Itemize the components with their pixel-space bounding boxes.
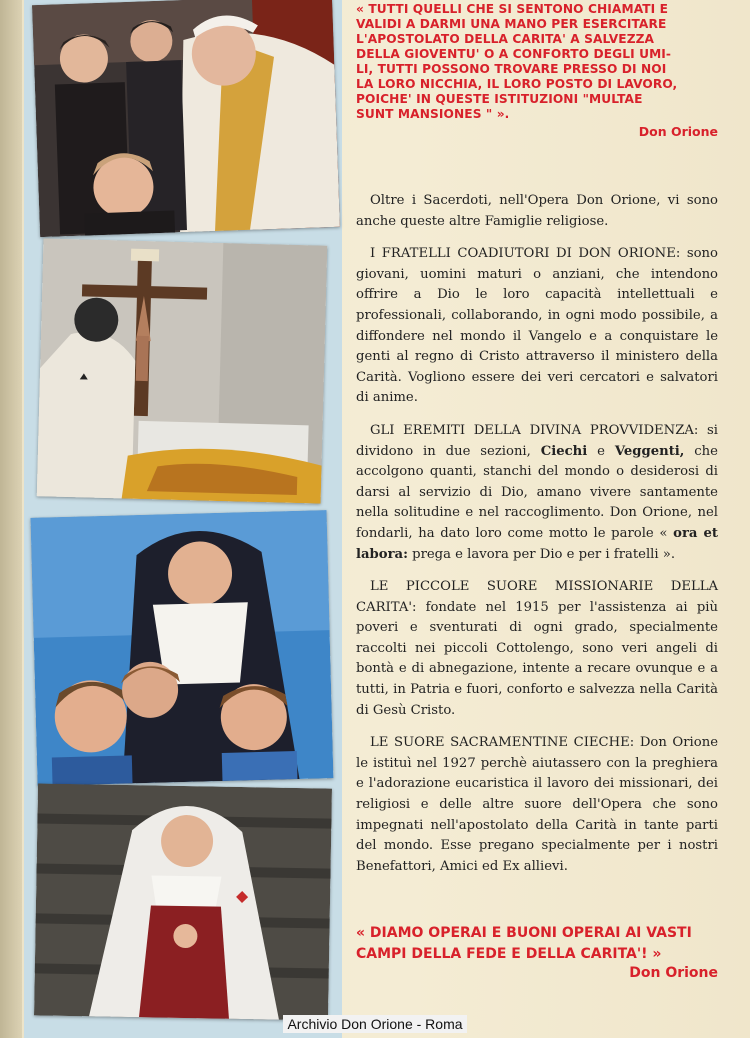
sacramentine-paragraph: LE SUORE SACRAMENTINE CIECHE: Don Orione le istituì nel 1927 perchè aiutassero con la preghiera e l'adorazione eucaristica il lavoro dei missionari, dei religiosi e delle altre suore dell'Opera che sono impegnati nell'apostolato della Carità in tante parti del mondo. Esse pregano specialmente per i nostri Benefattori, Amici ed Ex allievi. xyxy=(356,735,718,874)
archive-footer xyxy=(0,1016,750,1032)
quote-signature: Don Orione xyxy=(638,124,718,139)
suore-missionarie-paragraph: LE PICCOLE SUORE MISSIONARIE DELLA CARITA': fondate nel 1915 per l'assistenza ai più poveri e sventurati di ogni grado, specialmente raccolti nei piccoli Cottolengo, sono veri angeli di bontà e di abnegazione, intente a recare ovunque e a tutti, in Patria e fuori, conforto e salvezza nella Carità di Gesù Cristo. xyxy=(356,579,718,718)
quote-line: LA LORO NICCHIA, IL LORO POSTO DI LAVORO, xyxy=(356,77,678,91)
closing-line: « DIAMO OPERAI E BUONI OPERAI AI VASTI xyxy=(356,925,692,942)
eremiti-text: prega e lavora per Dio e per i fratelli ». xyxy=(407,546,676,562)
eremiti-text: GLI EREMITI DELLA DIVINA PROVVIDENZA: si dividono in due sezioni, xyxy=(356,422,718,459)
quote-line: POICHE' IN QUESTE ISTITUZIONI "MULTAE xyxy=(356,92,643,106)
eremiti-text: e xyxy=(587,443,615,459)
photo-crucifix-room xyxy=(37,238,328,503)
quote-line: SUNT MANSIONES " ». xyxy=(356,107,510,121)
binding-shadow xyxy=(0,0,22,1038)
quote-line: LI, TUTTI POSSONO TROVARE PRESSO DI NOI xyxy=(356,62,667,76)
quote-line: « TUTTI QUELLI CHE SI SENTONO CHIAMATI E xyxy=(356,2,669,16)
quote-line: VALIDI A DARMI UNA MANO PER ESERCITARE xyxy=(356,17,667,31)
eremiti-ciechi: Ciechi xyxy=(540,443,588,459)
quote-line: L'APOSTOLATO DELLA CARITA' A SALVEZZA xyxy=(356,32,655,46)
quote-line: DELLA GIOVENTU' O A CONFORTO DEGLI UMI- xyxy=(356,47,672,61)
footer-text: Archivio Don Orione - Roma xyxy=(283,1015,466,1033)
photo-priests-with-pope xyxy=(32,0,340,237)
fratelli-paragraph: I FRATELLI COADIUTORI DI DON ORIONE: sono giovani, uomini maturi o anziani, che intendono offrire a Dio le loro capacità intellettuali e professionali, collaborando, in ogni modo possibile, a diffondere nel mondo il Vangelo e a conquistare le genti al regno di Cristo attraverso il ministero della Carità. Vogliono essere dei veri cercatori e salvatori di anime. xyxy=(356,246,718,406)
opening-quote xyxy=(356,2,718,139)
intro-paragraph: Oltre i Sacerdoti, nell'Opera Don Orione, vi sono anche queste altre Famiglie religiose. xyxy=(356,193,718,229)
eremiti-text: che accolgono quanti, stanchi del mondo o desiderosi di darsi al servizio di Dio, amano vivere santamente nella solitudine e nel raccoglimento. Don Orione, nel fondarli, ha dato loro come motto le parole « xyxy=(356,443,718,541)
eremiti-motto: ora et labora: xyxy=(356,525,718,562)
eremiti-veggenti: Veggenti, xyxy=(614,443,685,459)
closing-quote xyxy=(356,923,718,981)
photo-sacramentine-nun xyxy=(34,783,332,1020)
text-column xyxy=(356,0,718,981)
photo-nun-with-children xyxy=(31,510,334,786)
closing-signature: Don Orione xyxy=(629,965,718,982)
eremiti-paragraph xyxy=(356,421,718,565)
closing-line: CAMPI DELLA FEDE E DELLA CARITA'! » xyxy=(356,946,662,963)
